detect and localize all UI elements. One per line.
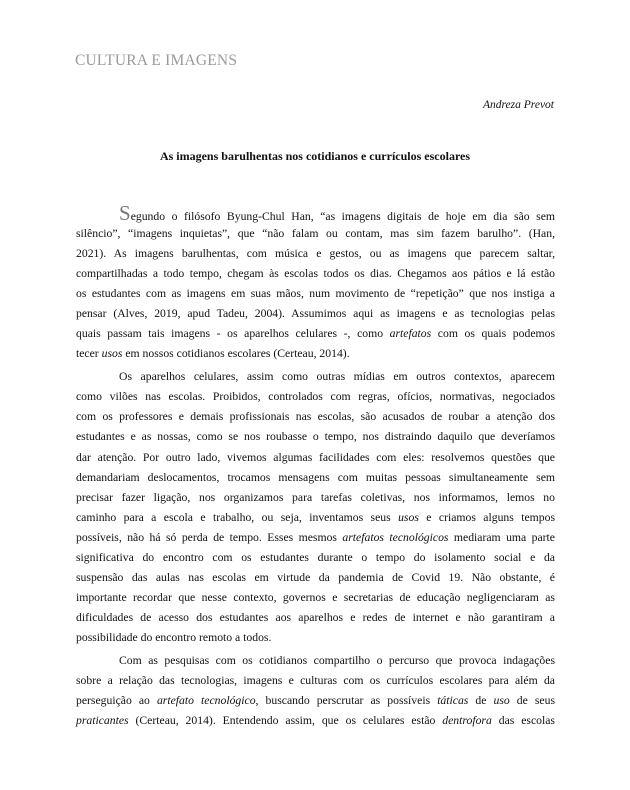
text-line [76, 198, 555, 224]
text-line [76, 244, 555, 264]
text-segment: em nossos cotidianos escolares (Certeau, 2014). [122, 347, 350, 361]
text-segment: com os professores e demais profissionais nas escolas, são acusados de roubar a atenção dos [76, 410, 555, 424]
italic-term: artefato tecnológico [156, 694, 256, 708]
italic-term: uso [493, 694, 510, 708]
text-segment: Os aparelhos celulares, assim como outras mídias em outros contextos, aparecem [119, 370, 555, 384]
text-segment: significativa do encontro com os estudantes durante o tempo do isolamento social e da [76, 550, 555, 564]
text-line [76, 468, 555, 488]
text-line [76, 427, 555, 447]
text-line [76, 324, 555, 344]
text-line [76, 568, 555, 588]
italic-term: usos [398, 510, 419, 524]
text-line [76, 407, 555, 427]
text-segment: dificuldades de acesso dos estudantes aos aparelhos e redes de internet e não garantiram a [76, 610, 555, 624]
text-line [76, 651, 555, 671]
paragraph [76, 367, 555, 648]
text-segment: compartilhadas a todo tempo, chegam às escolas todos os dias. Chegamos aos pátios e lá estão [76, 267, 555, 281]
text-line [76, 448, 555, 468]
text-segment: , buscando perscrutar as possíveis [255, 694, 438, 708]
italic-term: dentrofora [442, 714, 492, 728]
text-segment: sobre a relação das tecnologias, imagens e culturas com os currículos escolares para além da [76, 674, 555, 688]
paragraph [76, 651, 555, 731]
article-title: As imagens barulhentas nos cotidianos e currículos escolares [159, 149, 471, 163]
text-segment: quais passam tais imagens - os aparelhos celulares -, como [76, 327, 390, 341]
italic-term: artefatos tecnológicos [342, 530, 449, 544]
text-segment: tecer [76, 347, 102, 361]
text-line [76, 264, 555, 284]
section-label: CULTURA E IMAGENS [75, 52, 238, 69]
text-segment: (Certeau, 2014). Entendendo assim, que os celulares estão [128, 714, 443, 728]
italic-term: artefatos [389, 327, 432, 341]
drop-cap: S [119, 201, 131, 225]
italic-term: táticas [437, 694, 469, 708]
article-body [76, 198, 555, 731]
text-line [76, 344, 555, 364]
text-segment: silêncio”, “imagens inquietas”, que “não falam ou contam, mas sim fazem barulho”. (Han, [76, 227, 555, 240]
text-segment: mediaram uma parte [448, 530, 555, 544]
author-name: Andreza Prevot [482, 99, 554, 111]
text-segment: suspensão das aulas nas escolas em virtude da pandemia de Covid 19. Não obstante, é [76, 570, 555, 584]
text-segment: de seus [509, 694, 556, 708]
text-line [76, 588, 555, 608]
text-line [76, 284, 555, 304]
text-segment: e criamos alguns tempos [418, 510, 555, 524]
text-segment: egundo o filósofo Byung-Chul Han, “as imagens digitais de hoje em dia são sem [130, 210, 555, 223]
text-line [76, 224, 555, 244]
text-line [76, 691, 555, 711]
text-line [76, 548, 555, 568]
text-segment: como vilões nas escolas. Proibidos, controlados com regras, ofícios, normativas, negociados [76, 390, 555, 404]
text-line [76, 488, 555, 508]
italic-term: praticantes [76, 714, 129, 728]
text-segment: demandariam deslocamentos, trocamos mensagens com muitas pessoas simultaneamente sem [76, 470, 555, 484]
text-segment: possíveis, não há só perda de tempo. Esses mesmos [76, 530, 343, 544]
text-segment: das escolas [491, 714, 555, 728]
italic-term: usos [101, 347, 123, 361]
text-segment: 2021). As imagens barulhentas, com música e gestos, ou as imagens que parecem saltar, [76, 247, 555, 261]
text-line [76, 628, 555, 648]
text-line [76, 528, 555, 548]
text-line [76, 671, 555, 691]
text-segment: dar atenção. Por outro lado, vivemos algumas facilidades com eles: resolvemos questões que [76, 450, 555, 464]
text-segment: caminho para a escola e trabalho, ou seja, inventamos seus [76, 510, 399, 524]
text-line [76, 367, 555, 387]
text-line [76, 387, 555, 407]
paragraph [76, 198, 555, 364]
text-segment: estudantes e as nossas, como se nos roubasse o tempo, nos distraindo daquilo que deveríamos [76, 430, 555, 444]
text-line [76, 608, 555, 628]
text-segment: os estudantes com as imagens em suas mãos, num movimento de “repetição” que nos instiga a [76, 287, 555, 301]
text-segment: Com as pesquisas com os cotidianos compartilho o percurso que provoca indagações [119, 653, 555, 667]
text-segment: possibilidade do encontro remoto a todos. [76, 630, 272, 644]
text-line [76, 508, 555, 528]
text-segment: importante recordar que nesse contexto, governos e secretarias de educação negligenciaram as [76, 590, 555, 604]
text-line [76, 711, 555, 731]
text-segment: perseguição ao [76, 694, 157, 708]
text-segment: de [468, 694, 494, 708]
text-line [76, 304, 555, 324]
text-segment: com os quais podemos [431, 327, 555, 341]
text-segment: precisar fazer ligação, nos organizamos para tarefas coletivas, nos informamos, lemos no [76, 490, 555, 504]
text-segment: pensar (Alves, 2019, apud Tadeu, 2004). Assumimos aqui as imagens e as tecnologias pelas [76, 307, 555, 321]
